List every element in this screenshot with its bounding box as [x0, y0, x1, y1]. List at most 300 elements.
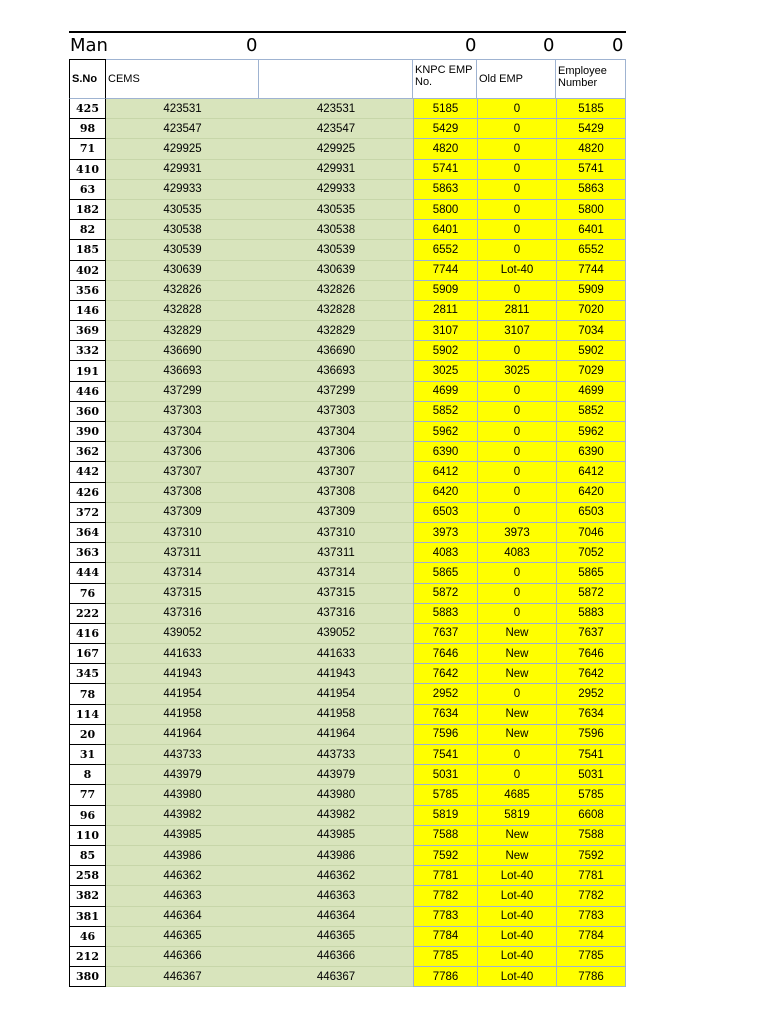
- table-row: [69, 422, 626, 442]
- cell-employee-number[interactable]: 7052: [556, 543, 626, 563]
- cell-knpc-emp-no[interactable]: 5785: [413, 785, 477, 805]
- cell-sno[interactable]: 410: [69, 160, 106, 180]
- cell-cems[interactable]: 437315: [106, 584, 259, 604]
- cell-cems[interactable]: 432829: [106, 321, 259, 341]
- cell-knpc-emp-no[interactable]: 5883: [413, 604, 477, 624]
- cell-employee-number[interactable]: 7034: [556, 321, 626, 341]
- cell-old-emp[interactable]: 5819: [477, 806, 556, 826]
- cell-old-emp[interactable]: 0: [477, 503, 556, 523]
- cell-knpc-emp-no[interactable]: 7783: [413, 907, 477, 927]
- cell-knpc-emp-no[interactable]: 7786: [413, 967, 477, 987]
- cell-old-emp[interactable]: 0: [477, 584, 556, 604]
- cell-old-emp[interactable]: Lot-40: [477, 967, 556, 987]
- cell-cems[interactable]: 437308: [106, 483, 259, 503]
- cell-cems-copy[interactable]: 437306: [259, 442, 413, 462]
- cell-knpc-emp-no[interactable]: 7541: [413, 745, 477, 765]
- header-blank[interactable]: [259, 59, 413, 99]
- cell-sno[interactable]: 146: [69, 301, 106, 321]
- cell-sno[interactable]: 446: [69, 382, 106, 402]
- cell-cems[interactable]: 429925: [106, 139, 259, 159]
- cell-sno[interactable]: 381: [69, 907, 106, 927]
- cell-employee-number[interactable]: 5962: [556, 422, 626, 442]
- cell-knpc-emp-no[interactable]: 3107: [413, 321, 477, 341]
- cell-employee-number[interactable]: 7029: [556, 361, 626, 381]
- cell-employee-number[interactable]: 7786: [556, 967, 626, 987]
- cell-old-emp[interactable]: Lot-40: [477, 261, 556, 281]
- cell-cems-copy[interactable]: 436690: [259, 341, 413, 361]
- cell-employee-number[interactable]: 5902: [556, 341, 626, 361]
- cell-employee-number[interactable]: 7784: [556, 927, 626, 947]
- cell-cems-copy[interactable]: 446364: [259, 907, 413, 927]
- cell-cems[interactable]: 443980: [106, 785, 259, 805]
- cell-knpc-emp-no[interactable]: 3025: [413, 361, 477, 381]
- cell-sno[interactable]: 360: [69, 402, 106, 422]
- cell-sno[interactable]: 426: [69, 483, 106, 503]
- cell-employee-number[interactable]: 7596: [556, 725, 626, 745]
- cell-knpc-emp-no[interactable]: 4820: [413, 139, 477, 159]
- header-knpc-emp-no[interactable]: KNPC EMP No.: [413, 59, 477, 99]
- cell-knpc-emp-no[interactable]: 7781: [413, 866, 477, 886]
- cell-employee-number[interactable]: 6503: [556, 503, 626, 523]
- cell-cems[interactable]: 430538: [106, 220, 259, 240]
- cell-sno[interactable]: 191: [69, 361, 106, 381]
- cell-cems-copy[interactable]: 441633: [259, 644, 413, 664]
- cell-sno[interactable]: 212: [69, 947, 106, 967]
- cell-old-emp[interactable]: 0: [477, 139, 556, 159]
- cell-cems[interactable]: 443985: [106, 826, 259, 846]
- cell-old-emp[interactable]: 0: [477, 341, 556, 361]
- cell-old-emp[interactable]: 0: [477, 160, 556, 180]
- cell-cems-copy[interactable]: 429931: [259, 160, 413, 180]
- cell-sno[interactable]: 390: [69, 422, 106, 442]
- cell-knpc-emp-no[interactable]: 7588: [413, 826, 477, 846]
- cell-old-emp[interactable]: New: [477, 725, 556, 745]
- cell-employee-number[interactable]: 5909: [556, 281, 626, 301]
- cell-knpc-emp-no[interactable]: 5962: [413, 422, 477, 442]
- cell-cems-copy[interactable]: 443986: [259, 846, 413, 866]
- cell-employee-number[interactable]: 7642: [556, 664, 626, 684]
- cell-old-emp[interactable]: 0: [477, 220, 556, 240]
- cell-old-emp[interactable]: 0: [477, 563, 556, 583]
- cell-employee-number[interactable]: 7541: [556, 745, 626, 765]
- cell-sno[interactable]: 82: [69, 220, 106, 240]
- cell-knpc-emp-no[interactable]: 3973: [413, 523, 477, 543]
- cell-knpc-emp-no[interactable]: 7782: [413, 886, 477, 906]
- cell-cems-copy[interactable]: 437303: [259, 402, 413, 422]
- cell-knpc-emp-no[interactable]: 7785: [413, 947, 477, 967]
- cell-knpc-emp-no[interactable]: 6401: [413, 220, 477, 240]
- table-row: [69, 503, 626, 523]
- cell-old-emp[interactable]: 0: [477, 402, 556, 422]
- cell-knpc-emp-no[interactable]: 4699: [413, 382, 477, 402]
- table-row: [69, 180, 626, 200]
- cell-old-emp[interactable]: Lot-40: [477, 927, 556, 947]
- table-row: [69, 806, 626, 826]
- cell-old-emp[interactable]: 4083: [477, 543, 556, 563]
- cell-sno[interactable]: 444: [69, 563, 106, 583]
- cell-old-emp[interactable]: 0: [477, 281, 556, 301]
- cell-knpc-emp-no[interactable]: 5429: [413, 119, 477, 139]
- cell-knpc-emp-no[interactable]: 2952: [413, 684, 477, 704]
- cell-cems[interactable]: 437307: [106, 462, 259, 482]
- cell-employee-number[interactable]: 4699: [556, 382, 626, 402]
- cell-cems-copy[interactable]: 446366: [259, 947, 413, 967]
- cell-knpc-emp-no[interactable]: 5872: [413, 584, 477, 604]
- cell-cems-copy[interactable]: 429925: [259, 139, 413, 159]
- cell-cems-copy[interactable]: 443733: [259, 745, 413, 765]
- table-row: [69, 705, 626, 725]
- table-row: [69, 139, 626, 159]
- header-cems[interactable]: CEMS: [106, 59, 259, 99]
- cell-old-emp[interactable]: New: [477, 705, 556, 725]
- cell-cems-copy[interactable]: 432828: [259, 301, 413, 321]
- cell-cems-copy[interactable]: 441954: [259, 684, 413, 704]
- table-row: [69, 563, 626, 583]
- cell-employee-number[interactable]: 6420: [556, 483, 626, 503]
- table-row: [69, 462, 626, 482]
- cell-cems-copy[interactable]: 437315: [259, 584, 413, 604]
- cell-cems-copy[interactable]: 432826: [259, 281, 413, 301]
- cell-knpc-emp-no[interactable]: 7744: [413, 261, 477, 281]
- cell-employee-number[interactable]: 5031: [556, 765, 626, 785]
- cell-sno[interactable]: 77: [69, 785, 106, 805]
- cell-old-emp[interactable]: New: [477, 664, 556, 684]
- cell-cems-copy[interactable]: 441958: [259, 705, 413, 725]
- cell-employee-number[interactable]: 7785: [556, 947, 626, 967]
- cell-cems-copy[interactable]: 423531: [259, 99, 413, 119]
- cell-cems-copy[interactable]: 446365: [259, 927, 413, 947]
- cell-cems[interactable]: 443982: [106, 806, 259, 826]
- cell-employee-number[interactable]: 6390: [556, 442, 626, 462]
- cell-cems[interactable]: 423547: [106, 119, 259, 139]
- cell-cems[interactable]: 430535: [106, 200, 259, 220]
- cell-sno[interactable]: 167: [69, 644, 106, 664]
- cell-cems[interactable]: 430539: [106, 240, 259, 260]
- cell-cems[interactable]: 446367: [106, 967, 259, 987]
- cell-employee-number[interactable]: 7637: [556, 624, 626, 644]
- cell-cems[interactable]: 443979: [106, 765, 259, 785]
- title-value-1[interactable]: 0: [246, 35, 258, 56]
- table-row: [69, 341, 626, 361]
- cell-sno[interactable]: 332: [69, 341, 106, 361]
- cell-old-emp[interactable]: 2811: [477, 301, 556, 321]
- cell-cems[interactable]: 443986: [106, 846, 259, 866]
- cell-cems[interactable]: 437303: [106, 402, 259, 422]
- table-row: [69, 765, 626, 785]
- cell-employee-number[interactable]: 5785: [556, 785, 626, 805]
- table-row: [69, 684, 626, 704]
- cell-knpc-emp-no[interactable]: 6390: [413, 442, 477, 462]
- cell-employee-number[interactable]: 6608: [556, 806, 626, 826]
- cell-employee-number[interactable]: 6552: [556, 240, 626, 260]
- cell-employee-number[interactable]: 7046: [556, 523, 626, 543]
- cell-sno[interactable]: 31: [69, 745, 106, 765]
- cell-old-emp[interactable]: 0: [477, 745, 556, 765]
- title-value-4[interactable]: 0: [612, 35, 624, 56]
- table-row: [69, 160, 626, 180]
- cell-sno[interactable]: 85: [69, 846, 106, 866]
- cell-knpc-emp-no[interactable]: 7784: [413, 927, 477, 947]
- cell-old-emp[interactable]: Lot-40: [477, 947, 556, 967]
- cell-cems-copy[interactable]: 430539: [259, 240, 413, 260]
- cell-employee-number[interactable]: 5863: [556, 180, 626, 200]
- cell-cems-copy[interactable]: 437316: [259, 604, 413, 624]
- cell-sno[interactable]: 425: [69, 99, 106, 119]
- cell-sno[interactable]: 402: [69, 261, 106, 281]
- cell-knpc-emp-no[interactable]: 7646: [413, 644, 477, 664]
- cell-cems[interactable]: 429931: [106, 160, 259, 180]
- cell-cems[interactable]: 436693: [106, 361, 259, 381]
- table-row: [69, 745, 626, 765]
- cell-cems[interactable]: 437311: [106, 543, 259, 563]
- cell-cems-copy[interactable]: 437307: [259, 462, 413, 482]
- cell-old-emp[interactable]: Lot-40: [477, 907, 556, 927]
- cell-old-emp[interactable]: New: [477, 644, 556, 664]
- cell-cems-copy[interactable]: 430535: [259, 200, 413, 220]
- cell-sno[interactable]: 8: [69, 765, 106, 785]
- cell-cems-copy[interactable]: 441943: [259, 664, 413, 684]
- header-old-emp[interactable]: Old EMP: [477, 59, 556, 99]
- cell-sno[interactable]: 76: [69, 584, 106, 604]
- cell-old-emp[interactable]: 0: [477, 99, 556, 119]
- cell-knpc-emp-no[interactable]: 6552: [413, 240, 477, 260]
- cell-cems[interactable]: 443733: [106, 745, 259, 765]
- cell-sno[interactable]: 258: [69, 866, 106, 886]
- cell-employee-number[interactable]: 7744: [556, 261, 626, 281]
- cell-cems-copy[interactable]: 437314: [259, 563, 413, 583]
- cell-sno[interactable]: 110: [69, 826, 106, 846]
- cell-old-emp[interactable]: Lot-40: [477, 866, 556, 886]
- table-row: [69, 604, 626, 624]
- cell-employee-number[interactable]: 5185: [556, 99, 626, 119]
- cell-cems-copy[interactable]: 446367: [259, 967, 413, 987]
- cell-employee-number[interactable]: 7782: [556, 886, 626, 906]
- cell-employee-number[interactable]: 5429: [556, 119, 626, 139]
- cell-cems-copy[interactable]: 430538: [259, 220, 413, 240]
- table-row: [69, 382, 626, 402]
- cell-cems-copy[interactable]: 446362: [259, 866, 413, 886]
- cell-cems-copy[interactable]: 432829: [259, 321, 413, 341]
- cell-employee-number[interactable]: 5741: [556, 160, 626, 180]
- cell-employee-number[interactable]: 7634: [556, 705, 626, 725]
- cell-knpc-emp-no[interactable]: 7634: [413, 705, 477, 725]
- cell-old-emp[interactable]: New: [477, 624, 556, 644]
- cell-knpc-emp-no[interactable]: 5902: [413, 341, 477, 361]
- cell-cems[interactable]: 441954: [106, 684, 259, 704]
- cell-old-emp[interactable]: 0: [477, 382, 556, 402]
- cell-old-emp[interactable]: 4685: [477, 785, 556, 805]
- cell-sno[interactable]: 182: [69, 200, 106, 220]
- cell-employee-number[interactable]: 7020: [556, 301, 626, 321]
- cell-cems[interactable]: 441943: [106, 664, 259, 684]
- table-row: [69, 220, 626, 240]
- cell-cems-copy[interactable]: 443985: [259, 826, 413, 846]
- cell-knpc-emp-no[interactable]: 7637: [413, 624, 477, 644]
- table-row: [69, 785, 626, 805]
- cell-old-emp[interactable]: 0: [477, 765, 556, 785]
- table-row: [69, 967, 626, 987]
- cell-cems-copy[interactable]: 430639: [259, 261, 413, 281]
- cell-old-emp[interactable]: 0: [477, 180, 556, 200]
- cell-cems[interactable]: 446364: [106, 907, 259, 927]
- cell-old-emp[interactable]: 3973: [477, 523, 556, 543]
- cell-cems-copy[interactable]: 436693: [259, 361, 413, 381]
- cell-sno[interactable]: 364: [69, 523, 106, 543]
- cell-knpc-emp-no[interactable]: 7592: [413, 846, 477, 866]
- cell-cems[interactable]: 432828: [106, 301, 259, 321]
- cell-cems[interactable]: 429933: [106, 180, 259, 200]
- cell-cems[interactable]: 437299: [106, 382, 259, 402]
- cell-sno[interactable]: 20: [69, 725, 106, 745]
- cell-employee-number[interactable]: 4820: [556, 139, 626, 159]
- cell-sno[interactable]: 222: [69, 604, 106, 624]
- cell-old-emp[interactable]: 0: [477, 442, 556, 462]
- cell-old-emp[interactable]: 0: [477, 483, 556, 503]
- cell-cems-copy[interactable]: 423547: [259, 119, 413, 139]
- cell-knpc-emp-no[interactable]: 5852: [413, 402, 477, 422]
- cell-cems-copy[interactable]: 443979: [259, 765, 413, 785]
- cell-cems-copy[interactable]: 446363: [259, 886, 413, 906]
- cell-sno[interactable]: 369: [69, 321, 106, 341]
- table-row: [69, 866, 626, 886]
- cell-sno[interactable]: 71: [69, 139, 106, 159]
- cell-employee-number[interactable]: 6401: [556, 220, 626, 240]
- cell-cems[interactable]: 437314: [106, 563, 259, 583]
- cell-knpc-emp-no[interactable]: 5031: [413, 765, 477, 785]
- cell-knpc-emp-no[interactable]: 7642: [413, 664, 477, 684]
- cell-knpc-emp-no[interactable]: 5819: [413, 806, 477, 826]
- cell-knpc-emp-no[interactable]: 2811: [413, 301, 477, 321]
- cell-sno[interactable]: 98: [69, 119, 106, 139]
- title-label[interactable]: Man: [70, 35, 108, 56]
- cell-cems-copy[interactable]: 443980: [259, 785, 413, 805]
- cell-cems[interactable]: 437306: [106, 442, 259, 462]
- cell-cems[interactable]: 446362: [106, 866, 259, 886]
- cell-cems[interactable]: 430639: [106, 261, 259, 281]
- cell-old-emp[interactable]: 3025: [477, 361, 556, 381]
- cell-cems-copy[interactable]: 429933: [259, 180, 413, 200]
- cell-sno[interactable]: 382: [69, 886, 106, 906]
- cell-sno[interactable]: 96: [69, 806, 106, 826]
- cell-old-emp[interactable]: 0: [477, 240, 556, 260]
- cell-employee-number[interactable]: 7592: [556, 846, 626, 866]
- cell-cems[interactable]: 441633: [106, 644, 259, 664]
- cell-old-emp[interactable]: 0: [477, 604, 556, 624]
- cell-cems[interactable]: 439052: [106, 624, 259, 644]
- cell-sno[interactable]: 442: [69, 462, 106, 482]
- title-value-3[interactable]: 0: [543, 35, 555, 56]
- table-row: [69, 200, 626, 220]
- cell-cems[interactable]: 437310: [106, 523, 259, 543]
- cell-cems[interactable]: 446366: [106, 947, 259, 967]
- cell-employee-number[interactable]: 7646: [556, 644, 626, 664]
- cell-knpc-emp-no[interactable]: 6420: [413, 483, 477, 503]
- cell-cems[interactable]: 437304: [106, 422, 259, 442]
- cell-old-emp[interactable]: Lot-40: [477, 886, 556, 906]
- cell-employee-number[interactable]: 5800: [556, 200, 626, 220]
- table-row: [69, 947, 626, 967]
- cell-sno[interactable]: 363: [69, 543, 106, 563]
- cell-sno[interactable]: 78: [69, 684, 106, 704]
- cell-knpc-emp-no[interactable]: 5185: [413, 99, 477, 119]
- cell-sno[interactable]: 345: [69, 664, 106, 684]
- cell-knpc-emp-no[interactable]: 5800: [413, 200, 477, 220]
- cell-sno[interactable]: 46: [69, 927, 106, 947]
- cell-knpc-emp-no[interactable]: 4083: [413, 543, 477, 563]
- cell-cems-copy[interactable]: 443982: [259, 806, 413, 826]
- cell-employee-number[interactable]: 2952: [556, 684, 626, 704]
- cell-old-emp[interactable]: 0: [477, 200, 556, 220]
- cell-knpc-emp-no[interactable]: 7596: [413, 725, 477, 745]
- cell-knpc-emp-no[interactable]: 5909: [413, 281, 477, 301]
- cell-cems[interactable]: 441958: [106, 705, 259, 725]
- cell-old-emp[interactable]: 0: [477, 422, 556, 442]
- cell-cems[interactable]: 441964: [106, 725, 259, 745]
- table-row: [69, 321, 626, 341]
- cell-cems-copy[interactable]: 437308: [259, 483, 413, 503]
- cell-cems-copy[interactable]: 437304: [259, 422, 413, 442]
- cell-old-emp[interactable]: 3107: [477, 321, 556, 341]
- table-row: [69, 442, 626, 462]
- cell-old-emp[interactable]: New: [477, 846, 556, 866]
- header-sno[interactable]: S.No: [69, 59, 106, 99]
- cell-employee-number[interactable]: 5883: [556, 604, 626, 624]
- cell-employee-number[interactable]: 5852: [556, 402, 626, 422]
- cell-sno[interactable]: 362: [69, 442, 106, 462]
- cell-cems[interactable]: 423531: [106, 99, 259, 119]
- cell-sno[interactable]: 63: [69, 180, 106, 200]
- cell-employee-number[interactable]: 7588: [556, 826, 626, 846]
- cell-old-emp[interactable]: New: [477, 826, 556, 846]
- cell-cems-copy[interactable]: 439052: [259, 624, 413, 644]
- cell-old-emp[interactable]: 0: [477, 684, 556, 704]
- cell-sno[interactable]: 380: [69, 967, 106, 987]
- cell-cems-copy[interactable]: 441964: [259, 725, 413, 745]
- cell-cems[interactable]: 437309: [106, 503, 259, 523]
- cell-knpc-emp-no[interactable]: 5865: [413, 563, 477, 583]
- cell-employee-number[interactable]: 6412: [556, 462, 626, 482]
- cell-knpc-emp-no[interactable]: 5863: [413, 180, 477, 200]
- cell-sno[interactable]: 114: [69, 705, 106, 725]
- cell-employee-number[interactable]: 5872: [556, 584, 626, 604]
- cell-cems[interactable]: 446365: [106, 927, 259, 947]
- cell-knpc-emp-no[interactable]: 5741: [413, 160, 477, 180]
- cell-employee-number[interactable]: 5865: [556, 563, 626, 583]
- cell-cems-copy[interactable]: 437310: [259, 523, 413, 543]
- cell-sno[interactable]: 416: [69, 624, 106, 644]
- cell-old-emp[interactable]: 0: [477, 462, 556, 482]
- cell-cems[interactable]: 437316: [106, 604, 259, 624]
- header-employee-number[interactable]: Employee Number: [556, 59, 626, 99]
- cell-employee-number[interactable]: 7781: [556, 866, 626, 886]
- cell-knpc-emp-no[interactable]: 6412: [413, 462, 477, 482]
- cell-sno[interactable]: 356: [69, 281, 106, 301]
- cell-cems-copy[interactable]: 437311: [259, 543, 413, 563]
- table-row: [69, 624, 626, 644]
- cell-cems[interactable]: 446363: [106, 886, 259, 906]
- cell-knpc-emp-no[interactable]: 6503: [413, 503, 477, 523]
- cell-cems[interactable]: 436690: [106, 341, 259, 361]
- cell-old-emp[interactable]: 0: [477, 119, 556, 139]
- cell-sno[interactable]: 372: [69, 503, 106, 523]
- title-value-2[interactable]: 0: [465, 35, 477, 56]
- cell-employee-number[interactable]: 7783: [556, 907, 626, 927]
- table-row: [69, 664, 626, 684]
- cell-cems[interactable]: 432826: [106, 281, 259, 301]
- cell-cems-copy[interactable]: 437309: [259, 503, 413, 523]
- cell-sno[interactable]: 185: [69, 240, 106, 260]
- cell-cems-copy[interactable]: 437299: [259, 382, 413, 402]
